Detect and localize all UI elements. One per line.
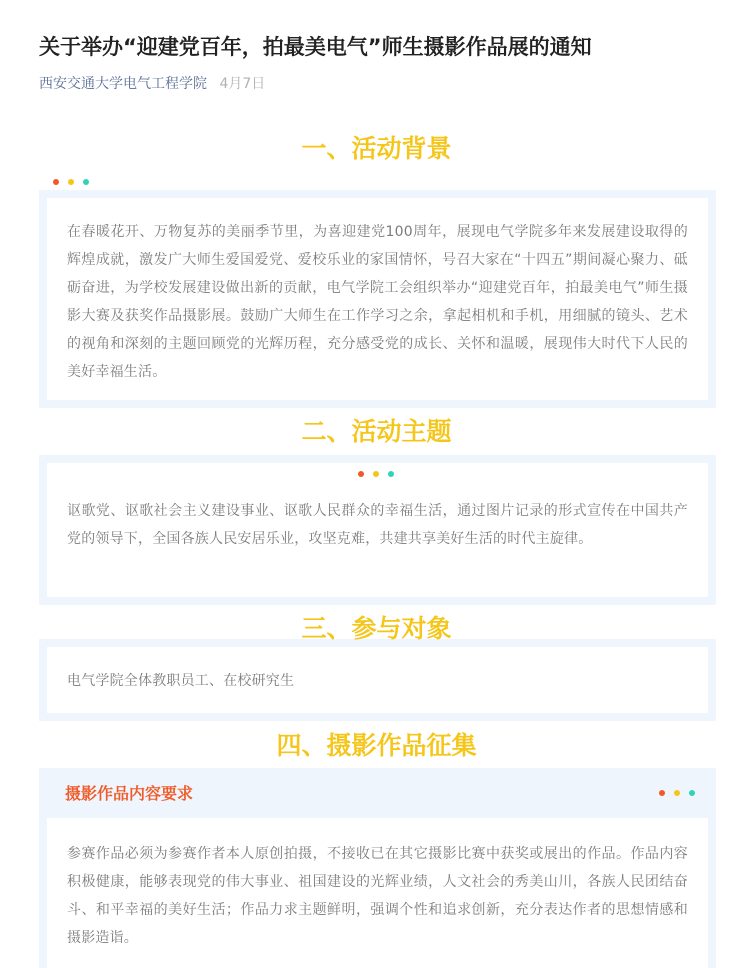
teal-dot-icon bbox=[83, 179, 89, 185]
section-box-background bbox=[39, 190, 716, 408]
section-text-theme: 讴歌党、讴歌社会主义建设事业、讴歌人民群众的幸福生活，通过图片记录的形式宣传在中国共产党的领导下，全国各族人民安居乐业，攻坚克难，共建共享美好生活的时代主旋律。 bbox=[67, 503, 688, 547]
author-link[interactable]: 西安交通大学电气工程学院 bbox=[39, 76, 207, 92]
section-heading-collection: 四、摄影作品征集 bbox=[276, 731, 477, 760]
section-content-collection bbox=[47, 818, 708, 968]
section-box-theme bbox=[39, 455, 716, 605]
section-text-collection: 参赛作品必须为参赛作者本人原创拍摄，不接收已在其它摄影比赛中获奖或展出的作品。作品内容积极健康，能够表现党的伟大事业、祖国建设的光辉业绩，人文社会的秀美山川，各族人民团结奋斗、和平幸福的美好生活；作品力求主题鲜明，强调个性和追求创新，充分表达作者的思想情感和摄影造诣。 bbox=[67, 846, 688, 946]
section-heading-participants: 三、参与对象 bbox=[301, 614, 452, 643]
decorative-dots bbox=[53, 179, 89, 185]
content-requirements-heading: 摄影作品内容要求 bbox=[65, 784, 194, 803]
section-heading-theme: 二、活动主题 bbox=[301, 417, 452, 446]
decorative-dots bbox=[358, 471, 394, 477]
section-content-theme bbox=[47, 463, 708, 597]
decorative-dots bbox=[659, 790, 695, 796]
yellow-dot-icon bbox=[373, 471, 379, 477]
teal-dot-icon bbox=[689, 790, 695, 796]
red-dot-icon bbox=[659, 790, 665, 796]
red-dot-icon bbox=[53, 179, 59, 185]
section-box-participants bbox=[39, 639, 716, 721]
section-content-background bbox=[47, 198, 708, 400]
red-dot-icon bbox=[358, 471, 364, 477]
section-heading-background: 一、活动背景 bbox=[301, 134, 452, 163]
section-text-background: 在春暖花开、万物复苏的美丽季节里，为喜迎建党100周年，展现电气学院多年来发展建设取得的辉煌成就，激发广大师生爱国爱党、爱校乐业的家国情怀，号召大家在“十四五”期间凝心聚力、砥砺奋进，为学校发展建设做出新的贡献，电气学院工会组织举办“迎建党百年，拍最美电气”师生摄影大赛及获奖作品摄影展。鼓励广大师生在工作学习之余，拿起相机和手机，用细腻的镜头、艺术的视角和深刻的主题回顾党的光辉历程，充分感受党的成长、关怀和温暖，展现伟大时代下人民的美好幸福生活。 bbox=[67, 224, 688, 380]
section-box-collection bbox=[39, 768, 716, 968]
publish-date: 4月7日 bbox=[219, 76, 266, 92]
article-title: 关于举办“迎建党百年，拍最美电气”师生摄影作品展的通知 bbox=[39, 35, 592, 59]
section-text-participants: 电气学院全体教职员工、在校研究生 bbox=[67, 673, 295, 689]
section-content-participants bbox=[47, 647, 708, 713]
yellow-dot-icon bbox=[674, 790, 680, 796]
article-meta bbox=[39, 73, 265, 95]
yellow-dot-icon bbox=[68, 179, 74, 185]
teal-dot-icon bbox=[388, 471, 394, 477]
